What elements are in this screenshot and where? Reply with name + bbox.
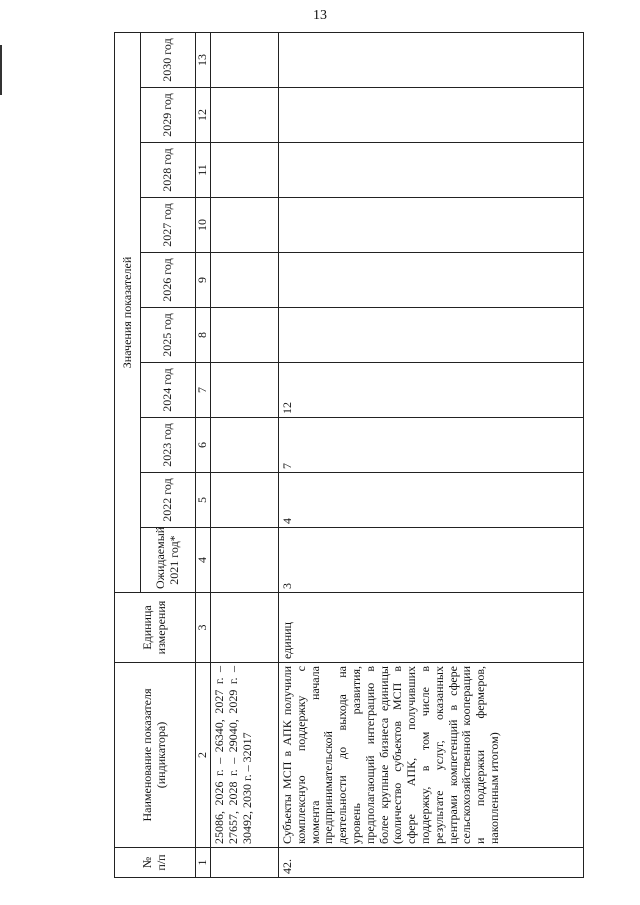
column-number: 9 <box>196 253 211 308</box>
row-name: 25086, 2026 г. – 26340, 2027 г. – 27657, 2028 г. – 29040, 2029 г. – 30492, 2030 г. – 32017 <box>211 663 279 848</box>
row-value: 12 <box>279 363 584 418</box>
row-value <box>211 88 279 143</box>
row-value <box>279 198 584 253</box>
row-value <box>279 253 584 308</box>
header-no: № п/п <box>115 848 196 878</box>
column-number: 13 <box>196 32 211 87</box>
header-values-group: Значения показателей <box>115 32 141 592</box>
column-number: 8 <box>196 308 211 363</box>
column-number: 2 <box>196 663 211 848</box>
row-value <box>279 88 584 143</box>
header-year: Ожидаемый 2021 год* <box>141 528 196 593</box>
row-name: Субъекты МСП в АПК получили комплексную поддержку с момента начала предпринимательской деятельности до выхода на уровень развития, предполагающий интеграцию в более крупные бизнеса единицы (количество субъектов МСП в сфере АПК, получивших поддержку, в том числе в результате услуг, оказанных центрами компетенций в сфере сельскохозяйственной кооперации и поддержки фермеров, накопленным итогом) <box>279 663 584 848</box>
row-value <box>211 473 279 528</box>
row-value <box>211 143 279 198</box>
header-year: 2022 год <box>141 473 196 528</box>
column-number: 6 <box>196 418 211 473</box>
row-no: 42. <box>279 848 584 878</box>
table-row <box>211 32 279 877</box>
column-number: 1 <box>196 848 211 878</box>
page-number: 13 <box>313 8 327 23</box>
header-year: 2027 год <box>141 198 196 253</box>
row-value <box>279 32 584 87</box>
row-value: 4 <box>279 473 584 528</box>
header-unit: Единица измерения <box>115 593 196 663</box>
rotated-table-frame <box>114 38 584 878</box>
row-value <box>211 253 279 308</box>
row-value: 3 <box>279 528 584 593</box>
row-unit <box>211 593 279 663</box>
column-number: 11 <box>196 143 211 198</box>
row-no <box>211 848 279 878</box>
header-year: 2029 год <box>141 88 196 143</box>
header-year: 2028 год <box>141 143 196 198</box>
header-year: 2025 год <box>141 308 196 363</box>
header-year: 2030 год <box>141 32 196 87</box>
row-value <box>279 308 584 363</box>
row-value <box>279 143 584 198</box>
column-number: 10 <box>196 198 211 253</box>
scan-edge-mark <box>0 45 2 95</box>
row-value: 7 <box>279 418 584 473</box>
row-value <box>211 32 279 87</box>
row-value <box>211 198 279 253</box>
row-value <box>211 418 279 473</box>
column-number: 12 <box>196 88 211 143</box>
header-year: 2026 год <box>141 253 196 308</box>
column-number: 7 <box>196 363 211 418</box>
column-number: 4 <box>196 528 211 593</box>
row-value <box>211 308 279 363</box>
header-name: Наименование показателя (индикатора) <box>115 663 196 848</box>
column-number: 5 <box>196 473 211 528</box>
row-value <box>211 528 279 593</box>
header-year: 2024 год <box>141 363 196 418</box>
table-row <box>279 32 584 877</box>
indicators-table <box>114 32 584 878</box>
column-number: 3 <box>196 593 211 663</box>
row-value <box>211 363 279 418</box>
header-year: 2023 год <box>141 418 196 473</box>
row-unit: единиц <box>279 593 584 663</box>
